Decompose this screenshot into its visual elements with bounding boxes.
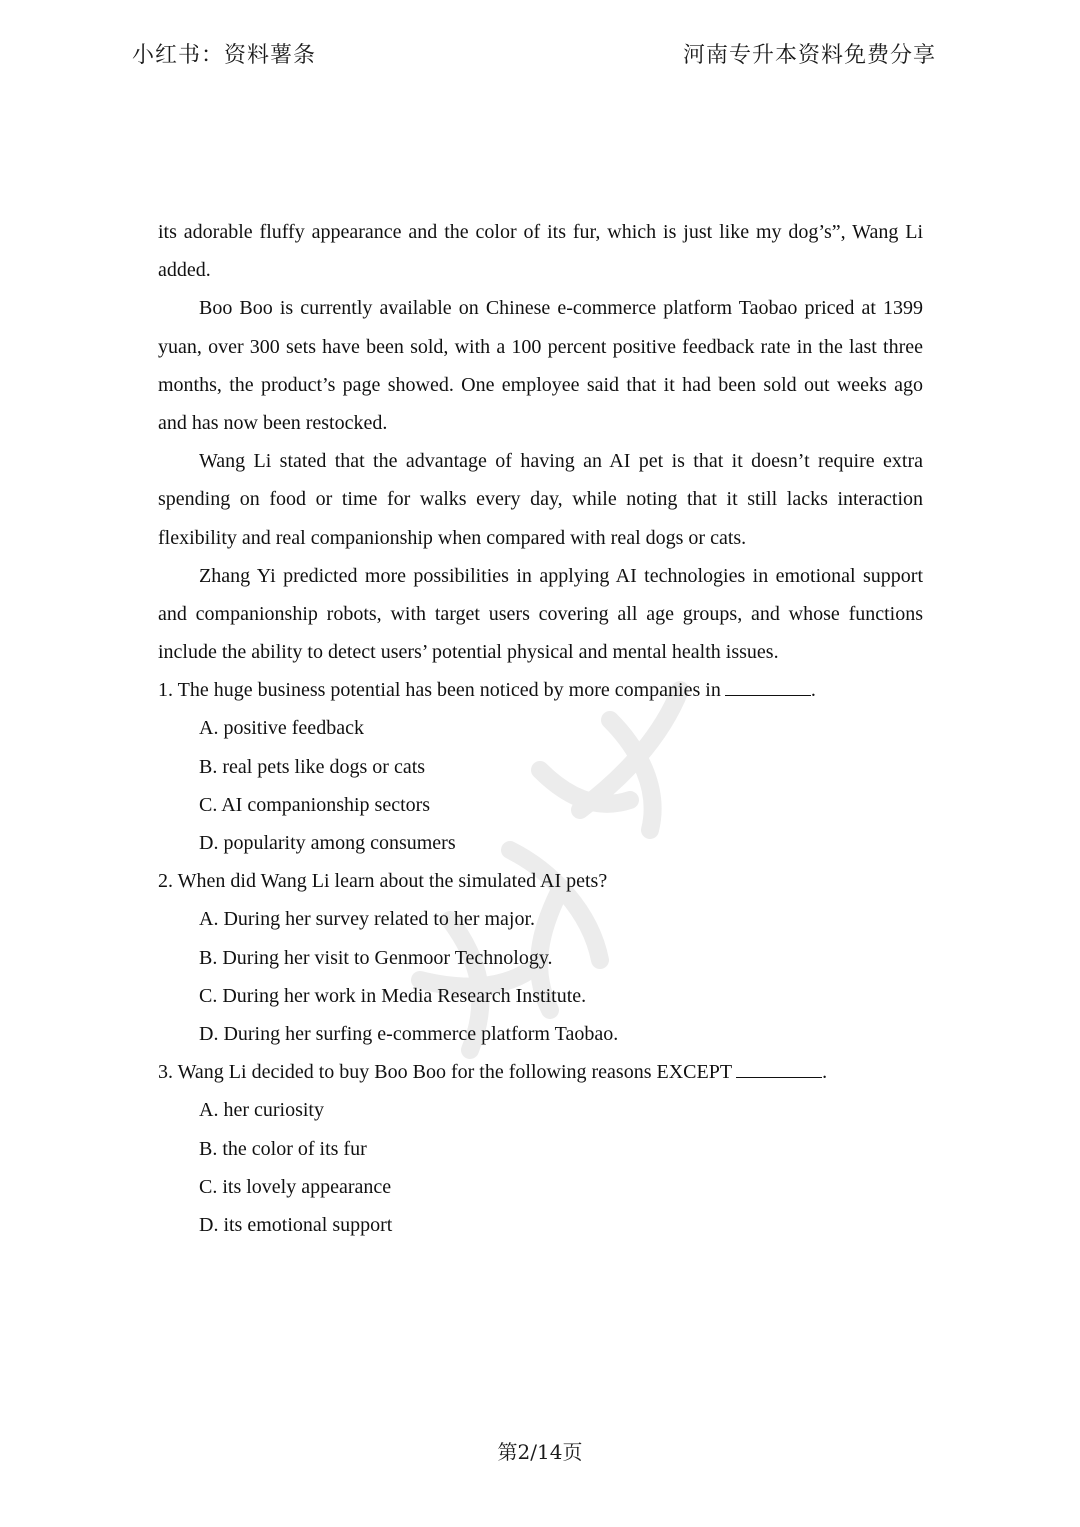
question-1-stem	[158, 671, 923, 709]
answer-blank	[736, 1057, 822, 1078]
question-2-option-d: D. During her surfing e-commerce platform Taobao.	[199, 1022, 619, 1045]
question-2-option-b: B. During her visit to Genmoor Technology.	[199, 946, 553, 969]
question-3-stem	[158, 1053, 923, 1091]
paragraph-3-line-1: Wang Li stated that the advantage of having an AI pet is that it doesn’t require extra	[199, 450, 923, 473]
question-3-option-c: C. its lovely appearance	[199, 1175, 392, 1198]
paragraph-2-line-3: months, the product’s page showed. One employee said that it had been sold out weeks ago	[158, 373, 923, 396]
paragraph-4-line-3: include the ability to detect users’ potential physical and mental health issues.	[158, 641, 779, 664]
answer-blank	[725, 675, 811, 696]
question-3-option-b: B. the color of its fur	[199, 1137, 367, 1160]
question-2-option-a: A. During her survey related to her major.	[199, 908, 536, 931]
paragraph-1-line-1: its adorable fluffy appearance and the color of its fur, which is just like my dog’s”, Wang Li	[158, 221, 923, 243]
question-1-end: .	[810, 679, 816, 702]
paragraph-4-line-2: and companionship robots, with target users covering all age groups, and whose functions	[158, 602, 923, 625]
paragraph-2-line-4: and has now been restocked.	[158, 411, 388, 434]
question-3-text: 3. Wang Li decided to buy Boo Boo for the following reasons EXCEPT	[158, 1061, 733, 1084]
question-3-end: .	[822, 1061, 828, 1084]
question-2-option-c: C. During her work in Media Research Institute.	[199, 984, 587, 1007]
paragraph-3-line-2: spending on food or time for walks every day, while noting that it still lacks interaction	[158, 488, 923, 511]
paragraph-1-line-2: added.	[158, 259, 211, 282]
question-1-option-b: B. real pets like dogs or cats	[199, 755, 426, 778]
question-1-option-a: A. positive feedback	[199, 717, 364, 740]
header-source-label: 小红书：资料薯条	[132, 43, 317, 68]
paragraph-3-line-3: flexibility and real companionship when compared with real dogs or cats.	[158, 526, 747, 549]
question-3-option-a: A. her curiosity	[199, 1099, 324, 1122]
question-2-stem: 2. When did Wang Li learn about the simulated AI pets?	[158, 870, 608, 893]
paragraph-2-line-2: yuan, over 300 sets have been sold, with a 100 percent positive feedback rate in the last three	[158, 335, 923, 358]
question-1-text: 1. The huge business potential has been noticed by more companies in	[158, 679, 721, 702]
question-3-option-d: D. its emotional support	[199, 1213, 393, 1236]
document-body	[158, 213, 923, 1244]
header-share-label: 河南专升本资料免费分享	[682, 43, 936, 68]
paragraph-2-line-1: Boo Boo is currently available on Chinese e-commerce platform Taobao priced at 1399	[199, 297, 923, 320]
question-1-option-c: C. AI companionship sectors	[199, 793, 431, 816]
paragraph-4-line-1: Zhang Yi predicted more possibilities in applying AI technologies in emotional support	[199, 564, 923, 587]
page-number: 第2/14页	[497, 1440, 583, 1464]
question-1-option-d: D. popularity among consumers	[199, 832, 456, 854]
